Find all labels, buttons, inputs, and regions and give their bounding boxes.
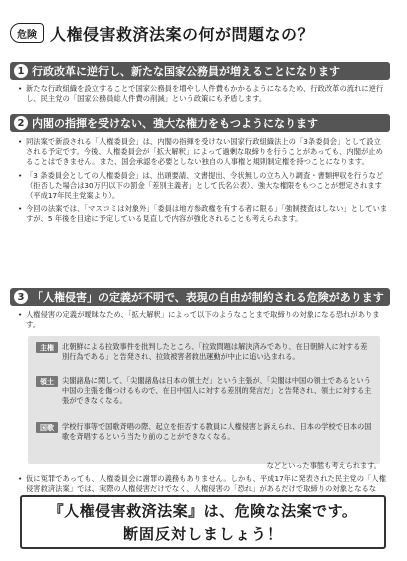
examples-note: などといった事態も考えられます。	[266, 461, 381, 470]
section-3-heading: 「人権侵害」の定義が不明で、表現の自由が制約される危険があります	[32, 291, 384, 304]
page-title: 人権侵害救済法案の何が問題なの？	[50, 24, 315, 44]
section-1-text: • 新たな行政組織を設立することで国家公務員を増やし人件費もかかるようになるため、行政改革の流れに逆行し、民主党の「国家公務員総人件費の削減」という政策にも矛盾します。	[18, 84, 388, 104]
section-1-body	[18, 84, 388, 107]
section-2-bullet: • 今回の法案では、「マスコミは対象外」「委員は地方参政権を有する者に限る」「強制捜査はしない」としていますが、5 年後を目途に予定している見直しで内容が強化されることも考えられます。	[18, 204, 388, 224]
example-text: 尖閣諸島に関して、「尖閣諸島は日本の領土だ」という主張が、「尖閣は中国の領土であるという中国の主張を傷つけるもので、在日中国人に対する差別的発言だ」と告発され、領土に対する主張ができなくなる。	[62, 376, 372, 405]
example-row	[36, 422, 374, 442]
examples-box	[28, 336, 380, 464]
slogan-box	[20, 495, 386, 549]
section-3-intro-text: • 人権侵害の定義が曖昧なため、「拡大解釈」によって以下のようなことまで取締りの対象になる恐れがあります。	[18, 310, 388, 330]
danger-badge: 危険	[10, 23, 44, 43]
section-2-bullet: • 「3 条委員会としての人権委員会」は、出頭要請、文書提出、令状無しの立ち入り調査・書類押収を行うなど（拒否した場合は30万円以下の罰金「差別主義者」として氏名公表）、強大な権限をもつことが想定されます（平成17年民主党案より）。	[18, 171, 388, 202]
section-2-header	[10, 114, 390, 132]
slogan-line-1: 『人権侵害救済法案』は、危険な法案です。	[48, 502, 358, 520]
example-row	[36, 376, 374, 406]
section-2-heading: 内閣の指揮を受けない、強大な権力をもつようになります	[32, 117, 318, 130]
section-1-number: 1	[14, 64, 28, 78]
section-3-closing-text: • 仮に冤罪であっても、人権委員会に謝罪の義務もありません。しかも、平成17年に発表された民主党の「人権侵害救済法案」では、実際の人権侵害だけでなく、人権侵害の「恐れ」があるだけで取締りの対象となるな	[18, 474, 388, 505]
slogan-line-2: 断固反対しましょう！	[122, 525, 283, 543]
example-tag: 領土	[36, 376, 58, 387]
section-3-number: 3	[14, 290, 28, 304]
section-3-header	[10, 288, 390, 306]
section-2-body	[18, 137, 388, 228]
example-tag: 国歌	[36, 422, 58, 433]
example-text: 北朝鮮による拉致事件を批判したところ、「拉致問題は解決済みであり、在日朝鮮人に対する差別行為である」と告発され、拉致被害者救出運動が中止に追い込まれる。	[62, 342, 368, 361]
example-row	[36, 342, 374, 362]
section-1-heading: 行政改革に逆行し、新たな国家公務員が増えることになります	[32, 65, 340, 78]
section-3-intro	[18, 310, 388, 333]
section-2-number: 2	[14, 116, 28, 130]
section-2-bullet: • 同法案で新設される「人権委員会」は、内閣の指揮を受けない国家行政組織法上の「3条委員会」として設立される予定です。今後、人権委員会が「拡大解釈」によって過剰な取締りを行うことがあっても、内閣が止めることはできません。また、国会承認を必要としない独自の人事権と規則制定権を持つことになります。	[18, 137, 388, 168]
section-1-header	[10, 62, 390, 80]
example-tag: 主権	[36, 342, 58, 353]
title-row	[10, 20, 380, 46]
example-text: 学校行事等で国歌斉唱の際、起立を拒否する教員に人権侵害と訴えられ、日本の学校で日本の国歌を斉唱するという当たり前のことができなくなる。	[62, 422, 372, 441]
